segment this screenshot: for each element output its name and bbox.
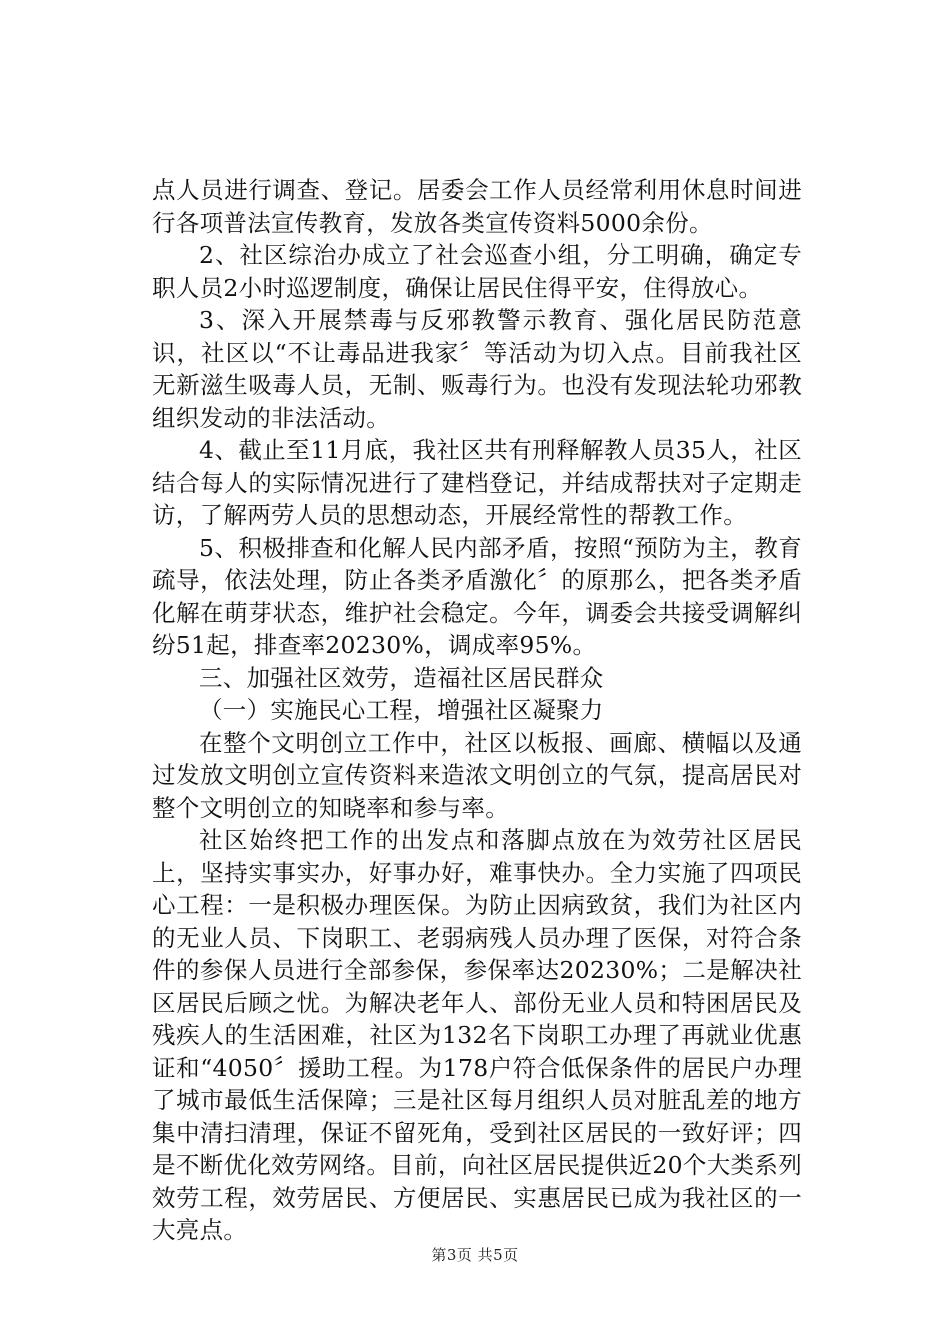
- section-heading: 三、加强社区效劳，造福社区居民群众: [199, 663, 604, 692]
- paragraph-item-3: 3、深入开展禁毒与反邪教警示教育、强化居民防范意识，社区以“不让毒品进我家〞等活动为切入点。目前我社区无新滋生吸毒人员，无制、贩毒行为。也没有发现法轮功邪教组织发动的非法活动。: [152, 306, 802, 432]
- paragraph-publicity: 在整个文明创立工作中，社区以板报、画廊、横幅以及通过发放文明创立宣传资料来造浓文明创立的气氛，提高居民对整个文明创立的知晓率和参与率。: [152, 728, 802, 822]
- subsection-heading: （一）实施民心工程，增强社区凝聚力: [199, 696, 604, 724]
- page-number-footer: 第3页 共5页: [431, 1246, 519, 1264]
- paragraph-projects: 社区始终把工作的出发点和落脚点放在为效劳社区居民上，坚持实事实办，好事办好，难事快办。全力实施了四项民心工程：一是积极办理医保。为防止因病致贫，我们为社区内的无业人员、下岗职工、老弱病残人员办理了医保，对符合条件的参保人员进行全部参保，参保率达20230%；二是解决社区居民后顾之忧。为解决老年人、部份无业人员和特困居民及残疾人的生活困难，社区为132名下岗职工办理了再就业优惠证和“4050〞援助工程。为178户符合低保条件的居民户办理了城市最低生活保障；三是社区每月组织人员对脏乱差的地方集中清扫清理，保证不留死角，受到社区居民的一致好评；四是不断优化效劳网络。目前，向社区居民提供近20个大类系列效劳工程，效劳居民、方便居民、实惠居民已成为我社区的一大亮点。: [152, 826, 802, 1244]
- paragraph-item-4: 4、截止至11月底，我社区共有刑释解教人员35人，社区结合每人的实际情况进行了建档登记，并结成帮扶对子定期走访，了解两劳人员的思想动态，开展经常性的帮教工作。: [152, 436, 802, 529]
- paragraph-item-5: 5、积极排查和化解人民内部矛盾，按照“预防为主，教育疏导，依法处理，防止各类矛盾激化〞的原那么，把各类矛盾化解在萌芽状态，维护社会稳定。今年，调委会共接受调解纠纷51起，排查率20230%，调成率95%。: [152, 533, 802, 659]
- document-body: [152, 174, 802, 1247]
- paragraph-continuation: 点人员进行调查、登记。居委会工作人员经常利用休息时间进行各项普法宣传教育，发放各类宣传资料5000余份。: [152, 176, 802, 237]
- paragraph-item-2: 2、社区综治办成立了社会巡查小组，分工明确，确定专职人员2小时巡逻制度，确保让居民住得平安，住得放心。: [152, 241, 802, 302]
